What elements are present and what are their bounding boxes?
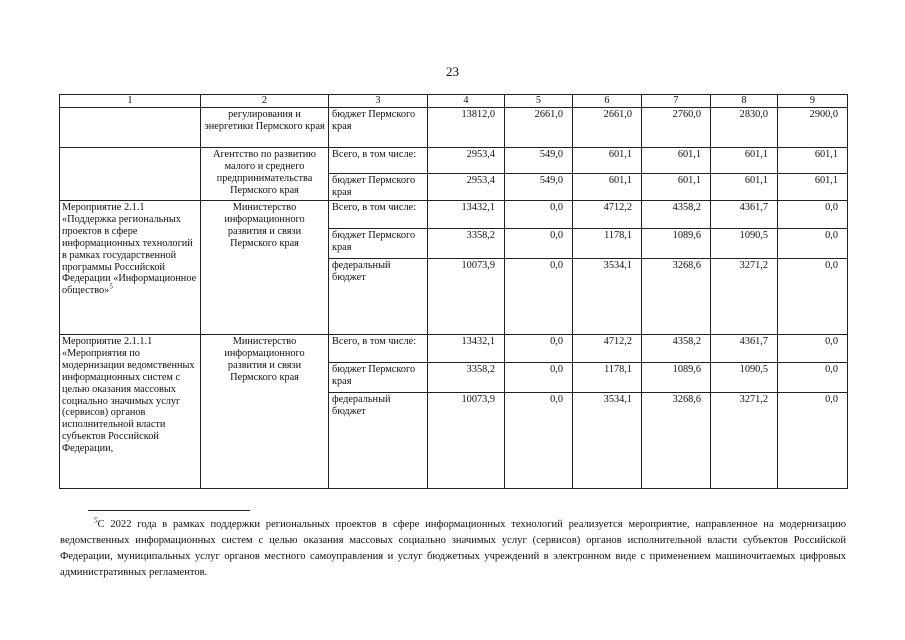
funding-source-cell: бюджет Пермского края bbox=[329, 362, 428, 392]
activity-cell: Мероприятие 2.1.1.1 «Мероприятия по модернизации ведомственных информационных систем с целью оказания массовых социально значимых услуг (сервисов) органов исполнительной власти субъектов Российской Федерации, bbox=[60, 334, 201, 488]
value-cell: 601,1 bbox=[642, 173, 711, 200]
executor-cell: Министерство информационного развития и связи Пермского края bbox=[201, 200, 329, 334]
value-cell: 601,1 bbox=[711, 173, 778, 200]
column-header: 2 bbox=[201, 95, 329, 108]
value-cell: 2661,0 bbox=[573, 107, 642, 147]
funding-source-cell: бюджет Пермского края bbox=[329, 173, 428, 200]
funding-source-cell: Всего, в том числе: bbox=[329, 200, 428, 228]
value-cell: 4712,2 bbox=[573, 334, 642, 362]
value-cell: 1178,1 bbox=[573, 362, 642, 392]
value-cell: 2760,0 bbox=[642, 107, 711, 147]
table-row bbox=[60, 200, 848, 228]
value-cell: 0,0 bbox=[505, 362, 573, 392]
value-cell: 2953,4 bbox=[428, 173, 505, 200]
value-cell: 0,0 bbox=[778, 392, 848, 488]
column-header: 7 bbox=[642, 95, 711, 108]
value-cell: 3534,1 bbox=[573, 258, 642, 334]
value-cell: 0,0 bbox=[505, 228, 573, 258]
value-cell: 549,0 bbox=[505, 147, 573, 173]
value-cell: 1090,5 bbox=[711, 362, 778, 392]
value-cell: 1178,1 bbox=[573, 228, 642, 258]
value-cell: 13432,1 bbox=[428, 200, 505, 228]
value-cell: 13432,1 bbox=[428, 334, 505, 362]
funding-source-cell: Всего, в том числе: bbox=[329, 334, 428, 362]
funding-source-cell: Всего, в том числе: bbox=[329, 147, 428, 173]
value-cell: 3271,2 bbox=[711, 258, 778, 334]
value-cell: 2830,0 bbox=[711, 107, 778, 147]
footnote-text: С 2022 года в рамках поддержки региональных проектов в сфере информационных технологий реализуется мероприятие, направленное на модернизацию ведомственных информационных систем с целью оказания массовых социально значимых услуг (сервисов) органов исполнительной власти субъектов Российской Федерации, муниципальных услуг органов местного самоуправления и услуг бюджетных учреждений в электронном виде с применением машиночитаемых цифровых административных регламентов. bbox=[60, 519, 846, 578]
funding-source-cell: бюджет Пермского края bbox=[329, 107, 428, 147]
value-cell: 1089,6 bbox=[642, 228, 711, 258]
value-cell: 0,0 bbox=[778, 228, 848, 258]
value-cell: 3271,2 bbox=[711, 392, 778, 488]
footnote bbox=[60, 517, 846, 581]
value-cell: 0,0 bbox=[505, 334, 573, 362]
value-cell: 0,0 bbox=[778, 200, 848, 228]
value-cell: 10073,9 bbox=[428, 258, 505, 334]
footnote-mark: 5 bbox=[109, 282, 113, 291]
column-header: 4 bbox=[428, 95, 505, 108]
value-cell: 2661,0 bbox=[505, 107, 573, 147]
value-cell: 0,0 bbox=[778, 334, 848, 362]
value-cell: 0,0 bbox=[505, 258, 573, 334]
executor-cell: регулирования и энергетики Пермского края bbox=[201, 107, 329, 147]
value-cell: 1090,5 bbox=[711, 228, 778, 258]
column-header: 9 bbox=[778, 95, 848, 108]
value-cell: 3268,6 bbox=[642, 392, 711, 488]
funding-source-cell: федеральный бюджет bbox=[329, 392, 428, 488]
value-cell: 13812,0 bbox=[428, 107, 505, 147]
value-cell: 3358,2 bbox=[428, 228, 505, 258]
value-cell: 601,1 bbox=[573, 173, 642, 200]
value-cell: 4358,2 bbox=[642, 200, 711, 228]
value-cell: 601,1 bbox=[642, 147, 711, 173]
activity-cell bbox=[60, 200, 201, 334]
funding-source-cell: бюджет Пермского края bbox=[329, 228, 428, 258]
value-cell: 1089,6 bbox=[642, 362, 711, 392]
value-cell: 549,0 bbox=[505, 173, 573, 200]
table-row bbox=[60, 107, 848, 147]
value-cell: 3534,1 bbox=[573, 392, 642, 488]
activity-text: Мероприятие 2.1.1 «Поддержка региональных проектов в сфере информационных технологий в рамках государственной программы Российской Федерации «Информационное общество» bbox=[62, 201, 197, 297]
executor-cell: Агентство по развитию малого и среднего предпринимательства Пермского края bbox=[201, 147, 329, 200]
table-row bbox=[60, 147, 848, 173]
column-header: 8 bbox=[711, 95, 778, 108]
activity-cell bbox=[60, 147, 201, 200]
value-cell: 2953,4 bbox=[428, 147, 505, 173]
funding-source-cell: федеральный бюджет bbox=[329, 258, 428, 334]
value-cell: 3268,6 bbox=[642, 258, 711, 334]
value-cell: 601,1 bbox=[778, 147, 848, 173]
column-header: 1 bbox=[60, 95, 201, 108]
value-cell: 0,0 bbox=[778, 362, 848, 392]
footnote-mark: 5 bbox=[94, 516, 98, 525]
activity-cell bbox=[60, 107, 201, 147]
value-cell: 601,1 bbox=[573, 147, 642, 173]
column-header: 6 bbox=[573, 95, 642, 108]
value-cell: 0,0 bbox=[778, 258, 848, 334]
value-cell: 0,0 bbox=[505, 392, 573, 488]
value-cell: 4361,7 bbox=[711, 334, 778, 362]
value-cell: 4358,2 bbox=[642, 334, 711, 362]
page-number: 23 bbox=[446, 64, 459, 79]
value-cell: 0,0 bbox=[505, 200, 573, 228]
column-header: 3 bbox=[329, 95, 428, 108]
executor-cell: Министерство информационного развития и связи Пермского края bbox=[201, 334, 329, 488]
footnote-separator bbox=[88, 510, 250, 511]
value-cell: 3358,2 bbox=[428, 362, 505, 392]
column-number-row bbox=[60, 95, 848, 108]
budget-table bbox=[59, 94, 848, 489]
value-cell: 10073,9 bbox=[428, 392, 505, 488]
value-cell: 601,1 bbox=[711, 147, 778, 173]
value-cell: 4712,2 bbox=[573, 200, 642, 228]
value-cell: 601,1 bbox=[778, 173, 848, 200]
table-row bbox=[60, 334, 848, 362]
value-cell: 2900,0 bbox=[778, 107, 848, 147]
column-header: 5 bbox=[505, 95, 573, 108]
value-cell: 4361,7 bbox=[711, 200, 778, 228]
